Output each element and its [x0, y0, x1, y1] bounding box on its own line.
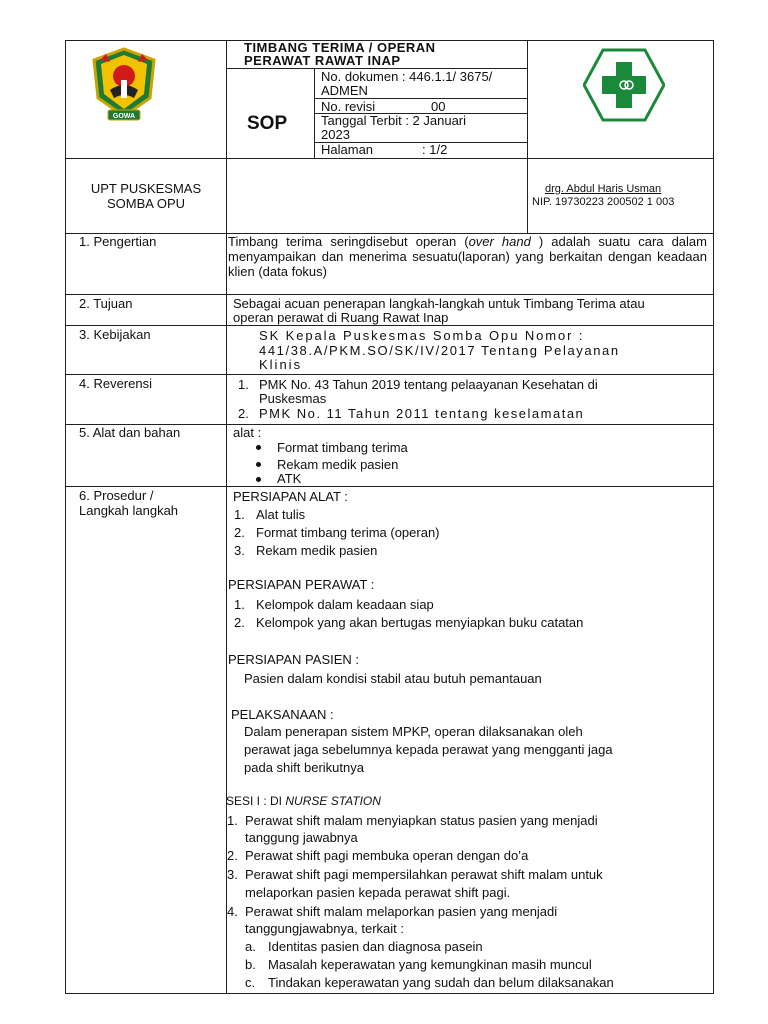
prosedur-label-line1: 6. Prosedur / — [79, 488, 154, 503]
pelaksanaan-line2: perawat jaga sebelumnya kepada perawat yang mengganti jaga — [244, 742, 613, 757]
sesi1-sub-c: Tindakan keperawatan yang sudah dan belum dilaksanakan — [268, 975, 614, 990]
regency-emblem-logo — [88, 46, 160, 124]
page-value: : 1/2 — [422, 142, 448, 157]
sesi1-step1-line1: Perawat shift malam menyiapkan status pasien yang menjadi — [245, 813, 598, 828]
referensi-num2: 2. — [238, 406, 249, 421]
list-number: 1. — [234, 597, 245, 612]
sesi1-step1-line2: tanggung jawabnya — [245, 830, 358, 845]
referensi-num1: 1. — [238, 377, 249, 392]
bullet-icon — [256, 462, 261, 467]
tujuan-line2: operan perawat di Ruang Rawat Inap — [233, 310, 449, 325]
unit-name-line1: UPT PUSKESMAS — [90, 181, 202, 196]
issue-date-line1: Tanggal Terbit : 2 Januari — [321, 113, 467, 128]
page-label: Halaman — [321, 142, 374, 157]
revision-value: 00 — [431, 99, 446, 114]
kebijakan-line2: 441/38.A/PKM.SO/SK/IV/2017 Tentang Pelayanan — [259, 343, 620, 358]
list-number: 3. — [227, 867, 238, 882]
pelaksanaan-heading: PELAKSANAAN : — [231, 707, 334, 722]
sub-letter: c. — [245, 975, 256, 990]
persiapan-pasien-text: Pasien dalam kondisi stabil atau butuh pemantauan — [244, 671, 542, 686]
tujuan-line1: Sebagai acuan penerapan langkah-langkah untuk Timbang Terima atau — [233, 296, 645, 311]
sesi1-step3-line1: Perawat shift pagi mempersilahkan perawat shift malam untuk — [245, 867, 603, 882]
list-number: 2. — [227, 848, 238, 863]
alat-label: 5. Alat dan bahan — [79, 425, 181, 440]
referensi-item2: PMK No. 11 Tahun 2011 tentang keselamatan — [259, 406, 585, 421]
prosedur-label-line2: Langkah langkah — [79, 503, 179, 518]
persiapan-pasien-heading: PERSIAPAN PASIEN : — [228, 652, 360, 667]
signatory-name: drg. Abdul Haris Usman — [545, 183, 662, 195]
pengertian-text: Timbang terima seringdisebut operan (over hand ) adalah suatu cara dalam menyampaikan dan menerima sesuatu(laporan) yang berkaitan dengan keadaan klien (data fokus) — [228, 234, 707, 279]
puskesmas-logo — [583, 48, 665, 122]
sop-label: SOP — [247, 113, 288, 134]
list-number: 1. — [227, 813, 238, 828]
alat-item: Format timbang terima — [277, 440, 408, 455]
persiapan-alat-item: Format timbang terima (operan) — [256, 525, 440, 540]
alat-item: Rekam medik pasien — [277, 457, 399, 472]
pelaksanaan-line3: pada shift berikutnya — [244, 760, 364, 775]
unit-name-line2: SOMBA OPU — [106, 196, 186, 211]
pelaksanaan-line1: Dalam penerapan sistem MPKP, operan dilaksanakan oleh — [244, 724, 583, 739]
doc-number-line1: No. dokumen : 446.1.1/ 3675/ — [321, 69, 493, 84]
sesi1-step4-line2: tanggungjawabnya, terkait : — [245, 921, 404, 936]
kebijakan-line3: Klinis — [259, 357, 303, 372]
sub-letter: b. — [245, 957, 256, 972]
referensi-label: 4. Reverensi — [79, 376, 152, 391]
tujuan-label: 2. Tujuan — [79, 296, 133, 311]
referensi-item1-line1: PMK No. 43 Tahun 2019 tentang pelaayanan Kesehatan di — [259, 377, 598, 392]
list-number: 2. — [234, 615, 245, 630]
persiapan-alat-item: Rekam medik pasien — [256, 543, 378, 558]
persiapan-perawat-item: Kelompok yang akan bertugas menyiapkan buku catatan — [256, 615, 584, 630]
persiapan-perawat-item: Kelompok dalam keadaan siap — [256, 597, 434, 612]
pengertian-label: 1. Pengertian — [79, 234, 157, 249]
persiapan-alat-heading: PERSIAPAN ALAT : — [233, 489, 348, 504]
signatory-nip: NIP. 19730223 200502 1 003 — [532, 196, 675, 208]
persiapan-perawat-heading: PERSIAPAN PERAWAT : — [228, 577, 375, 592]
issue-date-line2: 2023 — [321, 127, 350, 142]
sesi1-step3-line2: melaporkan pasien kepada perawat shift pagi. — [245, 885, 511, 900]
list-number: 4. — [227, 904, 238, 919]
sop-title-line2: PERAWAT RAWAT INAP — [244, 53, 401, 68]
kebijakan-line1: SK Kepala Puskesmas Somba Opu Nomor : — [259, 328, 585, 343]
sesi1-sub-b: Masalah keperawatan yang kemungkinan masih muncul — [268, 957, 592, 972]
alat-intro: alat : — [233, 425, 262, 440]
sesi1-step2: Perawat shift pagi membuka operan dengan do’a — [245, 848, 529, 863]
kebijakan-label: 3. Kebijakan — [79, 327, 151, 342]
doc-number-line2: ADMEN — [321, 83, 368, 98]
alat-item: ATK — [277, 471, 302, 486]
revision-label: No. revisi — [321, 99, 376, 114]
sop-title-line1: TIMBANG TERIMA / OPERAN — [244, 40, 436, 55]
persiapan-alat-item: Alat tulis — [256, 507, 306, 522]
sesi1-sub-a: Identitas pasien dan diagnosa pasein — [268, 939, 483, 954]
referensi-item1-line2: Puskesmas — [259, 391, 327, 406]
emblem-text: GOWA — [112, 113, 136, 120]
sesi1-heading: SESI I : DI NURSE STATION — [226, 794, 381, 808]
bullet-icon — [256, 445, 261, 450]
sub-letter: a. — [245, 939, 256, 954]
bullet-icon — [256, 477, 261, 482]
sesi1-step4-line1: Perawat shift malam melaporkan pasien yang menjadi — [245, 904, 558, 919]
list-number: 3. — [234, 543, 245, 558]
list-number: 2. — [234, 525, 245, 540]
list-number: 1. — [234, 507, 245, 522]
